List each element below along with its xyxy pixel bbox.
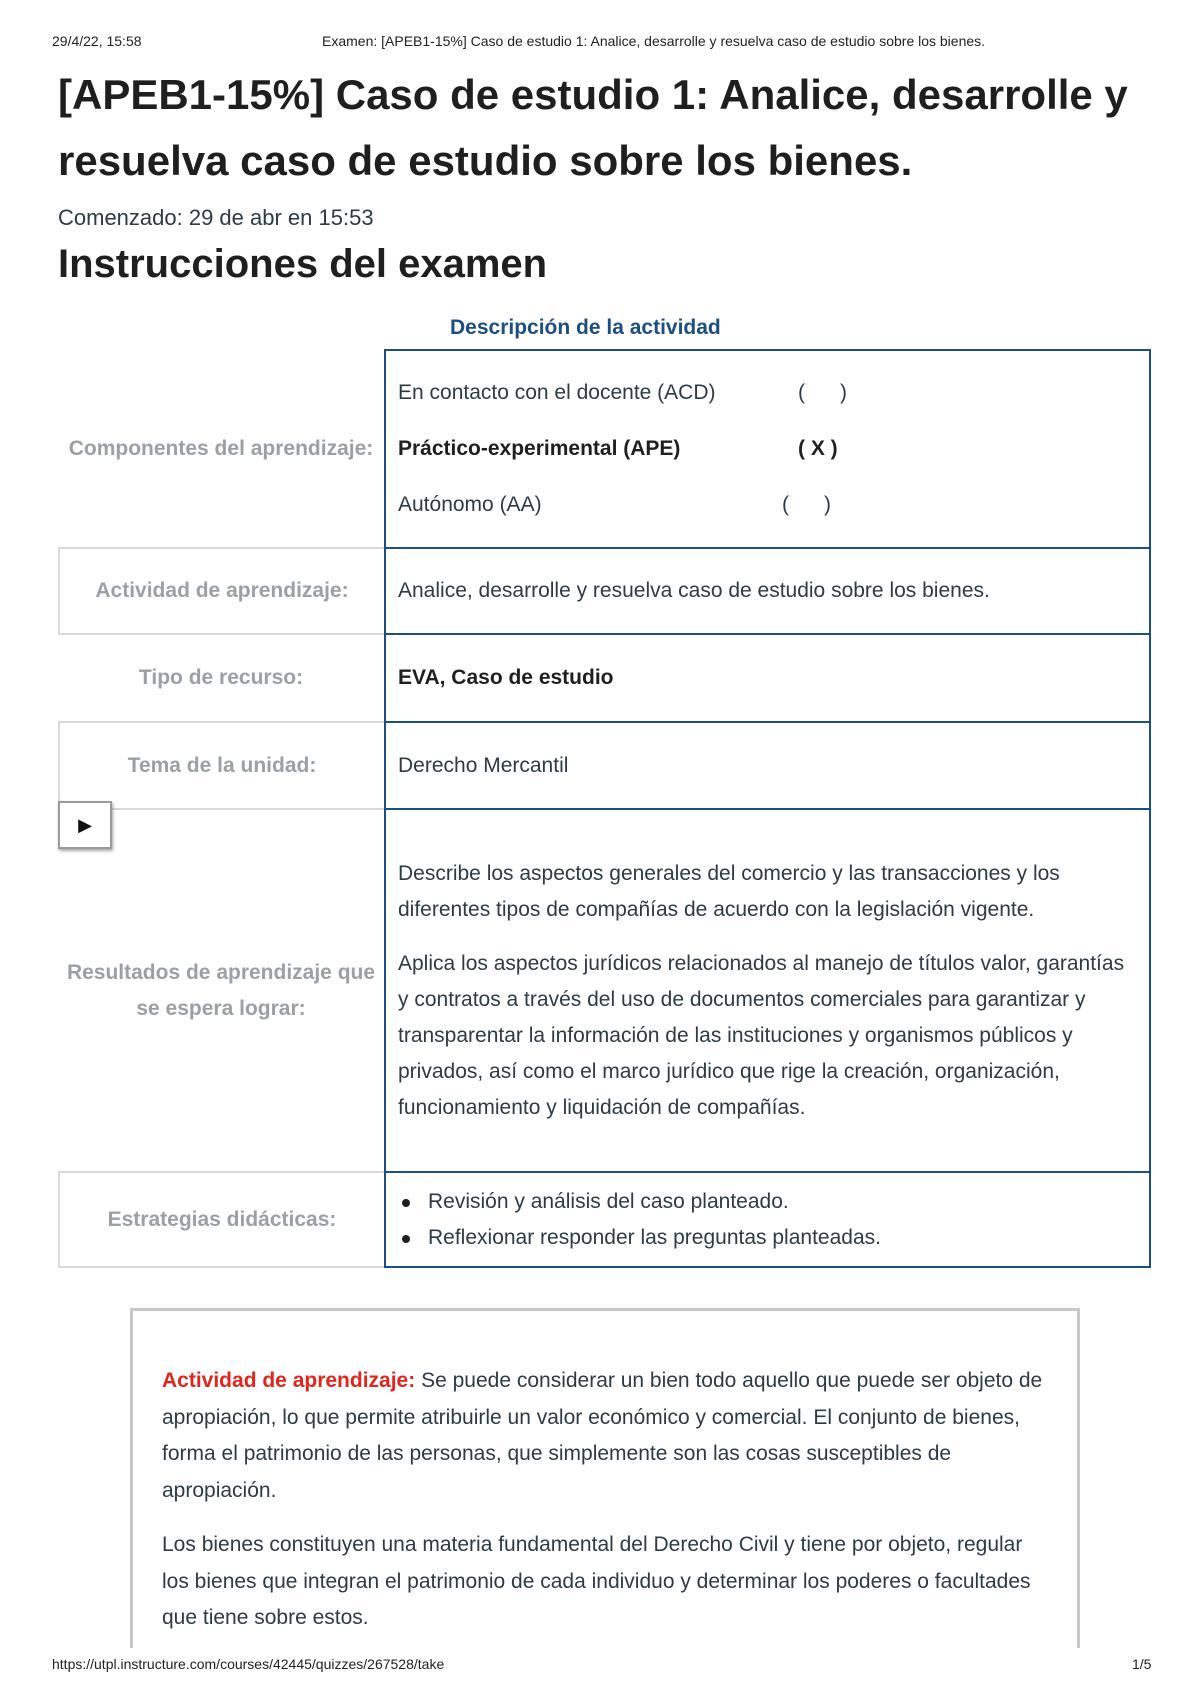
activity-highlight-label: Actividad de aprendizaje: bbox=[162, 1369, 416, 1392]
activity-cell bbox=[384, 547, 1151, 635]
activity-paragraph-1 bbox=[162, 1363, 1049, 1509]
component-aa bbox=[398, 487, 1137, 523]
play-icon: ▶ bbox=[78, 814, 92, 835]
strategies-cell bbox=[384, 1171, 1151, 1268]
resource-label: Tipo de recurso: bbox=[138, 666, 304, 689]
activity-paragraph-2: Los bienes constituyen una materia fundamental del Derecho Civil y tiene por objeto, regular los bienes que integran el patrimonio de cada individuo y determinar los poderes o facultades que tiene sobre estos. bbox=[162, 1533, 1031, 1629]
table-heading: Descripción de la actividad bbox=[450, 316, 721, 339]
started-timestamp: Comenzado: 29 de abr en 15:53 bbox=[58, 205, 374, 230]
result-item: Aplica los aspectos jurídicos relacionados al manejo de títulos valor, garantías y contratos a través del uso de documentos comerciales para garantizar y transparentar la información de las instituciones y organismos públicos y privados, así como el marco jurídico que rige la creación, organización, funcionamiento y liquidación de compañías. bbox=[398, 951, 1125, 1119]
strategies-label: Estrategias didácticas: bbox=[58, 1171, 384, 1268]
print-page-title: Examen: [APEB1-15%] Caso de estudio 1: Analice, desarrolle y resuelva caso de estudio sobre los bienes. bbox=[322, 33, 986, 49]
component-acd-label: En contacto con el docente (ACD) bbox=[398, 381, 716, 404]
activity-description-box bbox=[130, 1308, 1080, 1648]
components-cell bbox=[384, 349, 1151, 549]
page-number: 1/5 bbox=[1132, 1656, 1152, 1672]
play-button[interactable] bbox=[58, 801, 112, 849]
activity-value: Analice, desarrolle y resuelva caso de estudio sobre los bienes. bbox=[398, 579, 990, 602]
strategy-item: Revisión y análisis del caso planteado. bbox=[392, 1184, 1137, 1220]
results-label: Resultados de aprendizaje que se espera lograr: bbox=[66, 960, 376, 1020]
print-date: 29/4/22, 15:58 bbox=[52, 33, 142, 49]
result-item: Describe los aspectos generales del comercio y las transacciones y los diferentes tipos de compañías de acuerdo con la legislación vigente. bbox=[398, 861, 1060, 921]
quiz-title: [APEB1-15%] Caso de estudio 1: Analice, desarrolle y resuelva caso de estudio sobre los bienes. bbox=[58, 71, 1128, 184]
topic-cell bbox=[384, 721, 1151, 810]
activity-label: Actividad de aprendizaje: bbox=[58, 547, 384, 635]
components-label: Componentes del aprendizaje: bbox=[68, 437, 374, 460]
strategy-item: Reflexionar responder las preguntas planteadas. bbox=[392, 1220, 1137, 1256]
strategies-list bbox=[392, 1184, 1137, 1256]
component-aa-mark: ( ) bbox=[782, 493, 831, 516]
component-acd bbox=[398, 375, 1137, 411]
component-acd-mark: ( ) bbox=[798, 381, 847, 404]
topic-label: Tema de la unidad: bbox=[58, 721, 384, 810]
component-aa-label: Autónomo (AA) bbox=[398, 493, 542, 516]
activity-paragraph-1-text: Se puede considerar un bien todo aquello que puede ser objeto de apropiación, lo que permite atribuirle un valor económico y comercial. El conjunto de bienes, forma el patrimonio de las personas, que simplemente son las cosas susceptibles de apropiación. bbox=[162, 1369, 1043, 1502]
resource-cell bbox=[384, 633, 1151, 723]
component-ape-label: Práctico-experimental (APE) bbox=[398, 437, 681, 460]
results-cell bbox=[384, 808, 1151, 1173]
component-ape bbox=[398, 431, 1137, 467]
section-title: Instrucciones del examen bbox=[58, 242, 548, 286]
print-url: https://utpl.instructure.com/courses/42445/quizzes/267528/take bbox=[52, 1656, 445, 1672]
component-ape-mark: ( X ) bbox=[798, 437, 838, 460]
topic-value: Derecho Mercantil bbox=[398, 753, 569, 777]
resource-value: EVA, Caso de estudio bbox=[398, 666, 614, 689]
